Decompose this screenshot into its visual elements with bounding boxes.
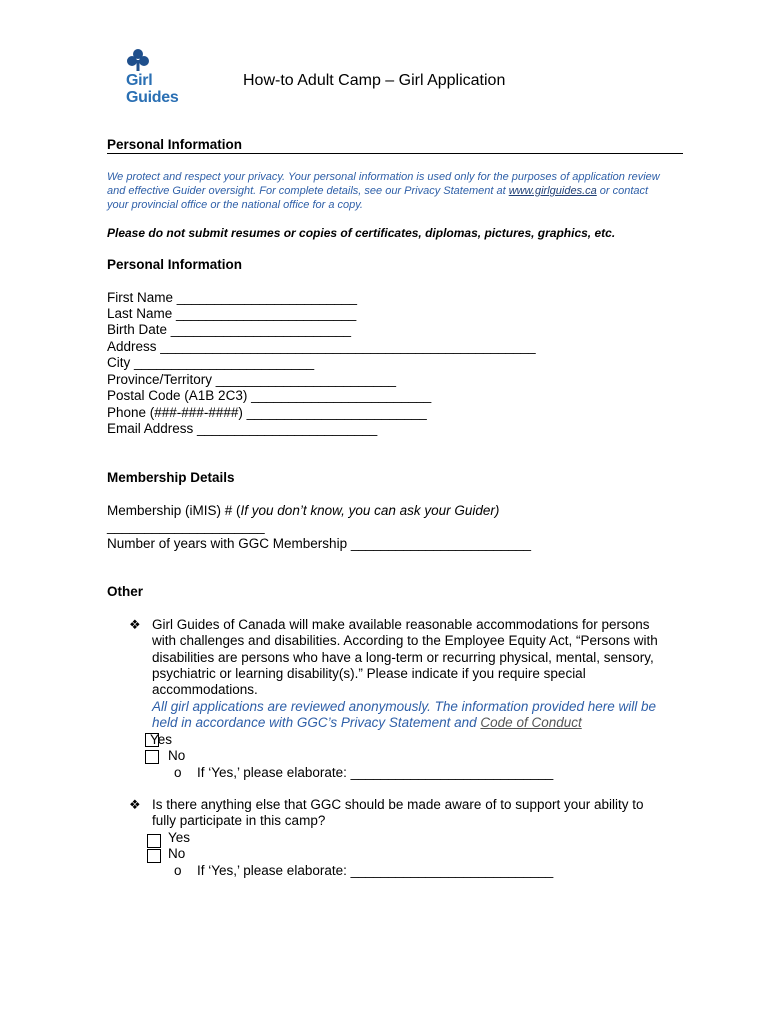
- membership-hint: If you don’t know, you can ask your Guider): [240, 503, 500, 518]
- q2-yes-checkbox[interactable]: [147, 834, 161, 848]
- field-province[interactable]: Province/Territory ________________________: [107, 372, 396, 387]
- privacy-line-2-text-a: and effective Guider oversight. For complete details, see our Privacy Statement at: [107, 185, 509, 197]
- field-birth-date[interactable]: Birth Date ________________________: [107, 322, 351, 337]
- q2-elaborate-field[interactable]: If ‘Yes,’ please elaborate: ___________________________: [197, 863, 554, 878]
- q1-sub-bullet: o: [174, 765, 182, 780]
- other-heading: Other: [107, 584, 144, 599]
- q2-no-checkbox[interactable]: [147, 849, 161, 863]
- field-last-name[interactable]: Last Name ________________________: [107, 306, 357, 321]
- field-first-name[interactable]: First Name ________________________: [107, 290, 357, 305]
- q2-sub-bullet: o: [174, 863, 182, 878]
- q1-line-5: accommodations.: [152, 682, 258, 697]
- q1-line-2: with challenges and disabilities. According to the Employee Equity Act, “Persons with: [152, 633, 658, 648]
- document-title: How-to Adult Camp – Girl Application: [243, 72, 506, 89]
- logo-text-girl: Girl: [126, 72, 153, 89]
- submission-warning: Please do not submit resumes or copies of certificates, diplomas, pictures, graphics, etc.: [107, 226, 616, 240]
- field-email[interactable]: Email Address ________________________: [107, 421, 378, 436]
- q1-note-line-1: All girl applications are reviewed anonymously. The information provided here will be: [152, 699, 657, 714]
- q1-line-1: Girl Guides of Canada will make available reasonable accommodations for persons: [152, 617, 650, 632]
- privacy-link[interactable]: www.girlguides.ca: [508, 185, 597, 197]
- q1-no-checkbox[interactable]: [145, 750, 159, 764]
- heading-rule: [107, 153, 683, 154]
- field-membership-number[interactable]: [107, 503, 499, 519]
- field-phone[interactable]: Phone (###-###-####) ________________________: [107, 405, 427, 420]
- field-postal-code[interactable]: Postal Code (A1B 2C3) ________________________: [107, 388, 432, 403]
- q1-line-3: disabilities are persons who have a long-term or recurring physical, mental, sensory,: [152, 650, 654, 665]
- q1-note-text: held in accordance with GGC’s Privacy Statement and: [152, 715, 481, 730]
- bullet-diamond-icon: ❖: [129, 797, 141, 812]
- bullet-diamond-icon: ❖: [129, 617, 141, 632]
- q2-no-label: No: [168, 846, 186, 861]
- q2-line-2: fully participate in this camp?: [152, 813, 326, 828]
- q1-note-line-2: [152, 715, 582, 731]
- membership-label: Membership (iMIS) # (: [107, 503, 241, 518]
- personal-info-heading: Personal Information: [107, 257, 243, 272]
- q1-elaborate-field[interactable]: If ‘Yes,’ please elaborate: ___________________________: [197, 765, 554, 780]
- field-years-membership[interactable]: Number of years with GGC Membership ________________________: [107, 536, 532, 551]
- field-city[interactable]: City ________________________: [107, 355, 315, 370]
- q1-line-4: psychiatric or learning disability(s).” Please indicate if you require special: [152, 666, 586, 681]
- q1-yes-label: Yes: [150, 732, 173, 747]
- q2-line-1: Is there anything else that GGC should be made aware of to support your ability to: [152, 797, 644, 812]
- privacy-line-2-text-b: or contact: [596, 185, 649, 197]
- code-of-conduct-link[interactable]: Code of Conduct: [480, 715, 582, 730]
- logo-text-guides: Guides: [126, 89, 179, 106]
- privacy-line-2: [107, 184, 648, 198]
- q2-yes-label: Yes: [168, 830, 191, 845]
- privacy-line-1: We protect and respect your privacy. Your personal information is used only for the purposes of application review: [107, 171, 660, 183]
- membership-number-blank[interactable]: _____________________: [107, 519, 265, 534]
- membership-heading: Membership Details: [107, 470, 235, 485]
- field-address[interactable]: Address __________________________________________________: [107, 339, 536, 354]
- privacy-line-3: your provincial office or the national office for a copy.: [107, 199, 363, 211]
- trefoil-icon: [126, 48, 150, 72]
- girl-guides-logo: [124, 48, 186, 110]
- section-heading-personal-information: Personal Information: [107, 137, 243, 152]
- q1-no-label: No: [168, 748, 186, 763]
